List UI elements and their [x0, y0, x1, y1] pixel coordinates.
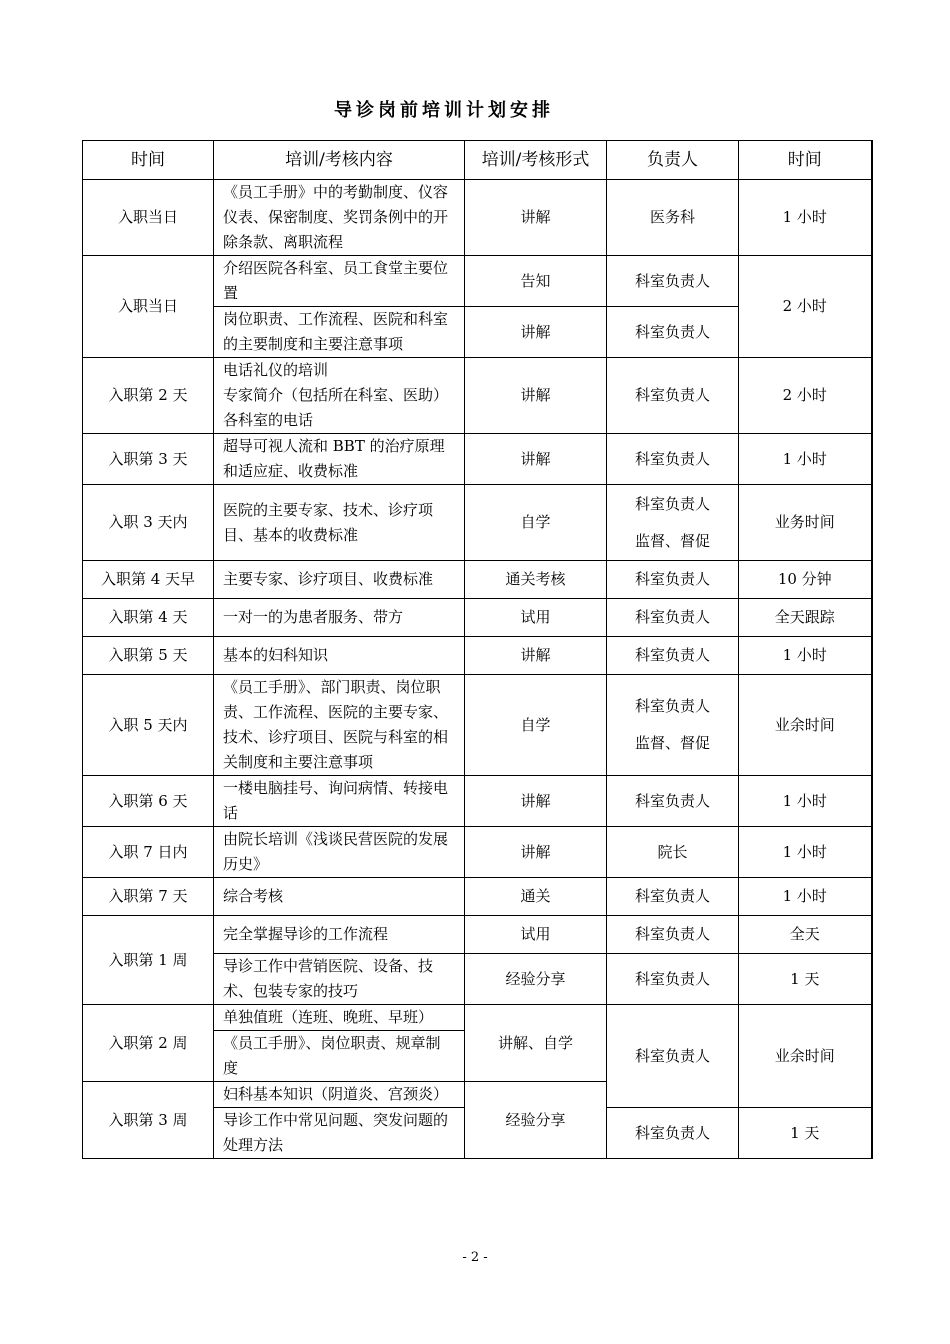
owner-cell: 科室负责人: [607, 954, 739, 1005]
duration-cell: 业务时间: [739, 485, 872, 561]
content-cell: 基本的妇科知识: [214, 637, 465, 675]
training-schedule-table: [82, 140, 873, 1159]
owner-cell: 科室负责人: [607, 256, 739, 307]
owner-line: 监督、督促: [634, 734, 710, 752]
content-cell: 综合考核: [214, 878, 465, 916]
form-cell: 自学: [465, 675, 607, 776]
duration-cell: 全天跟踪: [739, 599, 872, 637]
day-cell: 入职第 1 周: [83, 916, 214, 1005]
content-cell: 一对一的为患者服务、带方: [214, 599, 465, 637]
duration-cell: 业余时间: [739, 675, 872, 776]
content-cell: 单独值班（连班、晚班、早班）: [214, 1005, 465, 1031]
day-cell: 入职第 5 天: [83, 637, 214, 675]
table-header-row: [83, 141, 872, 180]
content-cell: 介绍医院各科室、员工食堂主要位置: [214, 256, 465, 307]
content-cell: [214, 358, 465, 434]
form-cell: 讲解、自学: [465, 1005, 607, 1082]
content-cell: 《员工手册》、部门职责、岗位职责、工作流程、医院的主要专家、技术、诊疗项目、医院与科室的相关制度和主要注意事项: [214, 675, 465, 776]
table-row: [83, 561, 872, 599]
form-cell: 告知: [465, 256, 607, 307]
form-cell: 试用: [465, 916, 607, 954]
owner-cell: 科室负责人: [607, 637, 739, 675]
owner-cell: [607, 485, 739, 561]
content-cell: 完全掌握导诊的工作流程: [214, 916, 465, 954]
owner-cell: 科室负责人: [607, 776, 739, 827]
day-cell: 入职第 6 天: [83, 776, 214, 827]
content-cell: 岗位职责、工作流程、医院和科室的主要制度和主要注意事项: [214, 307, 465, 358]
day-cell: 入职第 3 天: [83, 434, 214, 485]
form-cell: 讲解: [465, 358, 607, 434]
day-cell: 入职第 2 周: [83, 1005, 214, 1082]
content-cell: 一楼电脑挂号、询问病情、转接电话: [214, 776, 465, 827]
day-cell: 入职 7 日内: [83, 827, 214, 878]
content-cell: 由院长培训《浅谈民营医院的发展历史》: [214, 827, 465, 878]
owner-cell: 科室负责人: [607, 878, 739, 916]
content-line: 电话礼仪的培训: [223, 361, 329, 379]
header-content: 培训/考核内容: [214, 141, 465, 180]
header-form: 培训/考核形式: [465, 141, 607, 180]
owner-line: 科室负责人: [634, 494, 710, 513]
content-line: 各科室的电话: [223, 411, 314, 429]
day-cell: 入职第 2 天: [83, 358, 214, 434]
content-cell: 《员工手册》中的考勤制度、仪容仪表、保密制度、奖罚条例中的开除条款、离职流程: [214, 180, 465, 256]
duration-cell: 2 小时: [739, 358, 872, 434]
day-cell: 入职第 3 周: [83, 1082, 214, 1159]
form-cell: 通关: [465, 878, 607, 916]
duration-cell: 1 天: [739, 1108, 872, 1159]
page-title: 导诊岗前培训计划安排: [334, 100, 554, 121]
duration-cell: 1 小时: [739, 878, 872, 916]
duration-cell: 业余时间: [739, 1005, 872, 1108]
duration-cell: 1 小时: [739, 180, 872, 256]
table-row: [83, 485, 872, 561]
duration-cell: 1 天: [739, 954, 872, 1005]
owner-cell: 医务科: [607, 180, 739, 256]
form-cell: 经验分享: [465, 954, 607, 1005]
form-cell: 经验分享: [465, 1082, 607, 1159]
duration-cell: 全天: [739, 916, 872, 954]
content-cell: 导诊工作中常见问题、突发问题的处理方法: [214, 1108, 465, 1159]
form-cell: 讲解: [465, 637, 607, 675]
day-cell: 入职第 7 天: [83, 878, 214, 916]
table-row: [83, 675, 872, 776]
duration-cell: 2 小时: [739, 256, 872, 358]
owner-line: 监督、督促: [634, 531, 710, 550]
owner-cell: 科室负责人: [607, 916, 739, 954]
day-cell: 入职当日: [83, 180, 214, 256]
content-cell: 超导可视人流和 BBT 的治疗原理和适应症、收费标准: [214, 434, 465, 485]
owner-cell: 科室负责人: [607, 358, 739, 434]
content-cell: 主要专家、诊疗项目、收费标准: [214, 561, 465, 599]
table-row: [83, 878, 872, 916]
duration-cell: 1 小时: [739, 434, 872, 485]
form-cell: 试用: [465, 599, 607, 637]
content-line: 专家简介（包括所在科室、医助）: [223, 386, 449, 404]
table-row: [83, 180, 872, 256]
content-cell: 妇科基本知识（阴道炎、宫颈炎）: [214, 1082, 465, 1108]
table-row: [83, 434, 872, 485]
owner-cell: 科室负责人: [607, 1108, 739, 1159]
table-row: [83, 1005, 872, 1031]
table-row: [83, 916, 872, 954]
day-cell: 入职当日: [83, 256, 214, 358]
form-cell: 讲解: [465, 827, 607, 878]
content-cell: 导诊工作中营销医院、设备、技术、包装专家的技巧: [214, 954, 465, 1005]
table-row: [83, 776, 872, 827]
table-row: [83, 358, 872, 434]
page-number: - 2 -: [462, 1250, 488, 1265]
form-cell: 讲解: [465, 180, 607, 256]
owner-cell: 院长: [607, 827, 739, 878]
owner-cell: 科室负责人: [607, 1005, 739, 1108]
content-cell: 《员工手册》、岗位职责、规章制度: [214, 1031, 465, 1082]
table-row: [83, 256, 872, 307]
table-row: [83, 599, 872, 637]
form-cell: 讲解: [465, 307, 607, 358]
form-cell: 自学: [465, 485, 607, 561]
header-duration: 时间: [739, 141, 872, 180]
content-cell: 医院的主要专家、技术、诊疗项目、基本的收费标准: [214, 485, 465, 561]
owner-cell: 科室负责人: [607, 561, 739, 599]
table-row: [83, 637, 872, 675]
duration-cell: 1 小时: [739, 776, 872, 827]
owner-cell: 科室负责人: [607, 307, 739, 358]
form-cell: 通关考核: [465, 561, 607, 599]
duration-cell: 10 分钟: [739, 561, 872, 599]
day-cell: 入职第 4 天早: [83, 561, 214, 599]
owner-line: 科室负责人: [634, 697, 710, 715]
day-cell: 入职 3 天内: [83, 485, 214, 561]
owner-cell: 科室负责人: [607, 434, 739, 485]
owner-cell: 科室负责人: [607, 599, 739, 637]
day-cell: 入职第 4 天: [83, 599, 214, 637]
owner-cell: [607, 675, 739, 776]
duration-cell: 1 小时: [739, 827, 872, 878]
header-owner: 负责人: [607, 141, 739, 180]
day-cell: 入职 5 天内: [83, 675, 214, 776]
form-cell: 讲解: [465, 776, 607, 827]
table-row: [83, 827, 872, 878]
duration-cell: 1 小时: [739, 637, 872, 675]
header-day: 时间: [83, 141, 214, 180]
form-cell: 讲解: [465, 434, 607, 485]
